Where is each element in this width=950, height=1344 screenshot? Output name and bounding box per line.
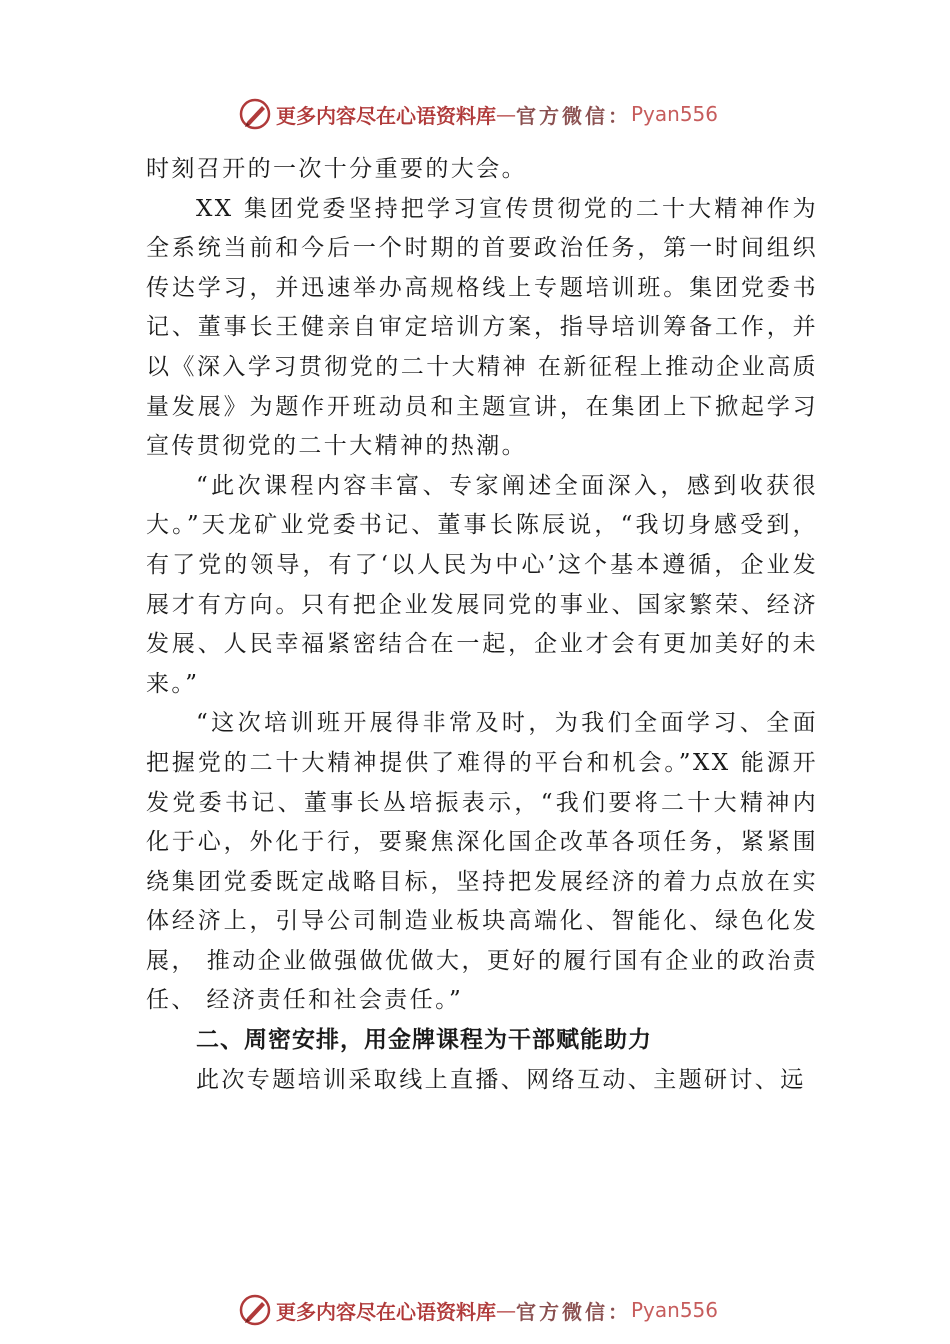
paragraph-quote-chen: “此次课程内容丰富、专家阐述全面深入，感到收获很大。”天龙矿业党委书记、董事长陈辰说，“我切身感受到，有了党的领导，有了‘以人民为中心’这个基本遵循，企业发展才有方向。只有把企业发展同党的事业、国家繁荣、经济发展、人民幸福紧密结合在一起，企业才会有更加美好的未来。” [146,472,818,697]
paragraph-training-format: 此次专题培训采取线上直播、网络互动、主题研讨、远 [196,1066,806,1093]
watermark-account: Pyan556 [631,102,719,126]
document-body [146,150,818,1100]
watermark-account: Pyan556 [631,1298,719,1322]
watermark-dash: — [496,102,516,126]
watermark-header [238,94,758,134]
section-heading: 二、周密安排，用金牌课程为干部赋能助力 [196,1027,652,1054]
pen-logo-icon [238,97,272,131]
watermark-official: 官方微信： [516,1299,631,1324]
paragraph-quote-cong: “这次培训班开展得非常及时，为我们全面学习、全面把握党的二十大精神提供了难得的平台和机会。”XX 能源开发党委书记、董事长丛培振表示，“我们要将二十大精神内化于心，外化于行，要聚焦深化国企改革各项任务，紧紧围绕集团党委既定战略目标，坚持把发展经济的着力点放在实体经济上，引导公司制造业板块高端化、智能化、绿色化发展， 推动企业做强做优做大，更好的履行国有企业的政治责任、 经济责任和社会责任。” [146,710,818,1014]
watermark-footer [238,1290,758,1330]
pen-logo-icon [238,1293,272,1327]
watermark-brand: 更多内容尽在心语资料库 [276,1299,496,1324]
watermark-dash: — [496,1298,516,1322]
watermark-brand: 更多内容尽在心语资料库 [276,103,496,128]
watermark-official: 官方微信： [516,103,631,128]
paragraph-continuation: 时刻召开的一次十分重要的大会。 [146,156,527,182]
paragraph-group-training: XX 集团党委坚持把学习宣传贯彻党的二十大精神作为全系统当前和今后一个时期的首要政治任务，第一时间组织传达学习，并迅速举办高规格线上专题培训班。集团党委书记、董事长王健亲自审定培训方案，指导培训筹备工作，并以《深入学习贯彻党的二十大精神 在新征程上推动企业高质量发展》为题作开班动员和主题宣讲，在集团上下掀起学习宣传贯彻党的二十大精神的热潮。 [146,195,818,460]
